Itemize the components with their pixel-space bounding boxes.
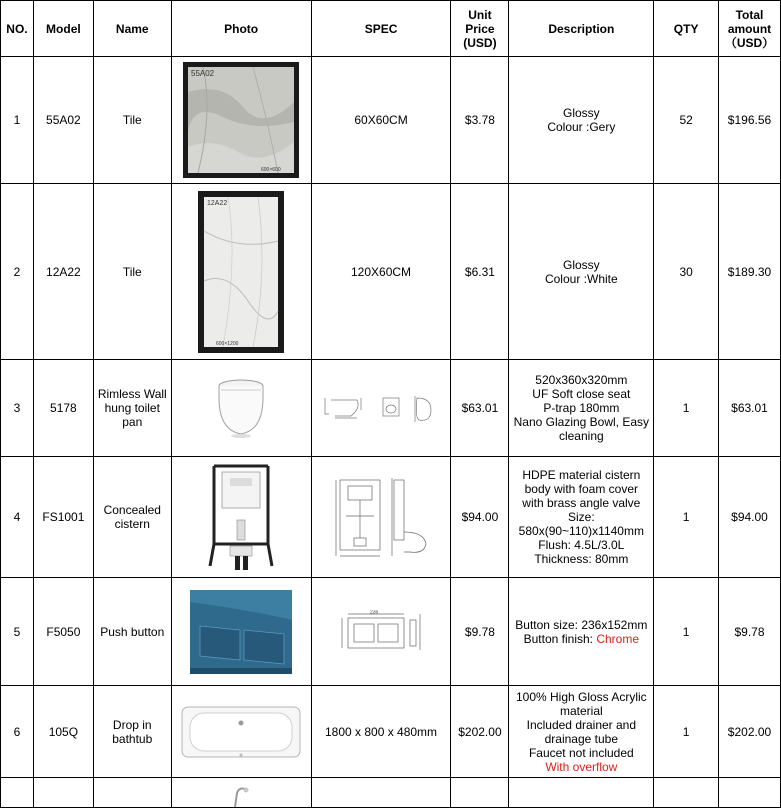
tile-photo-label: 55A02	[191, 69, 215, 78]
row-name	[93, 778, 171, 808]
bathtub-photo	[180, 701, 302, 763]
desc-line: P-trap 180mm	[543, 401, 620, 415]
row-spec	[311, 778, 451, 808]
name-line: bathtub	[112, 731, 153, 746]
table-row	[1, 360, 781, 457]
row-description	[509, 457, 654, 578]
row-photo	[171, 457, 311, 578]
row-total: $196.56	[718, 57, 780, 184]
row-photo	[171, 57, 311, 184]
desc-line	[511, 632, 651, 646]
row-total: $189.30	[718, 184, 780, 360]
push-button-spec-drawing	[336, 610, 426, 654]
table-row	[1, 686, 781, 778]
row-unit-price: $94.00	[451, 457, 509, 578]
row-no: 2	[1, 184, 34, 360]
header-model: Model	[33, 1, 93, 57]
row-name	[93, 686, 171, 778]
row-description	[509, 57, 654, 184]
header-row	[1, 1, 781, 57]
tile-photo-label: 12A22	[207, 199, 228, 207]
desc-line: with brass angle valve	[522, 496, 641, 510]
row-model: 12A22	[33, 184, 93, 360]
header-unit-price-line2: (USD)	[463, 35, 497, 50]
row-photo	[171, 360, 311, 457]
desc-line: cleaning	[558, 429, 604, 443]
row-no: 5	[1, 578, 34, 686]
tile-photo-caption: 600×600	[261, 167, 281, 173]
desc-line: Size:	[567, 510, 595, 524]
row-name: Tile	[93, 184, 171, 360]
header-total-line1: Total	[735, 7, 764, 22]
row-unit-price: $3.78	[451, 57, 509, 184]
row-model	[33, 778, 93, 808]
header-name: Name	[93, 1, 171, 57]
name-line: Concealed	[103, 503, 161, 517]
desc-finish-prefix: Button finish:	[523, 631, 597, 646]
toilet-photo	[196, 368, 286, 448]
desc-finish-value: Chrome	[596, 631, 640, 646]
row-no	[1, 778, 34, 808]
desc-line: drainage tube	[544, 731, 619, 746]
desc-line: 580x(90~110)x1140mm	[518, 524, 644, 538]
row-description	[509, 578, 654, 686]
row-qty: 30	[654, 184, 719, 360]
desc-line: UF Soft close seat	[532, 387, 631, 401]
desc-line: Glossy	[562, 106, 600, 120]
toilet-spec-drawing	[321, 388, 441, 428]
row-no: 3	[1, 360, 34, 457]
faucet-photo-partial	[231, 785, 251, 807]
row-total: $63.01	[718, 360, 780, 457]
row-model: FS1001	[33, 457, 93, 578]
table-row	[1, 184, 781, 360]
row-unit-price: $63.01	[451, 360, 509, 457]
cistern-spec-drawing	[326, 472, 436, 562]
row-name: Push button	[93, 578, 171, 686]
row-total: $9.78	[718, 578, 780, 686]
row-no: 6	[1, 686, 34, 778]
desc-line: HDPE material cistern	[522, 468, 641, 482]
row-total	[718, 778, 780, 808]
row-qty: 1	[654, 578, 719, 686]
header-description: Description	[509, 1, 654, 57]
row-photo	[171, 184, 311, 360]
row-spec: 1800 x 800 x 480mm	[311, 686, 451, 778]
row-name	[93, 457, 171, 578]
row-description	[509, 778, 654, 808]
desc-line: Colour :White	[544, 271, 618, 286]
row-description	[509, 686, 654, 778]
row-description	[509, 360, 654, 457]
header-no: NO.	[1, 1, 34, 57]
row-spec	[311, 457, 451, 578]
row-model: 105Q	[33, 686, 93, 778]
row-qty: 52	[654, 57, 719, 184]
row-unit-price: $9.78	[451, 578, 509, 686]
desc-line: Colour :Gery	[547, 120, 616, 134]
desc-line: Button size: 236x152mm	[515, 617, 648, 632]
tile-12a22-photo	[198, 191, 284, 353]
row-unit-price: $202.00	[451, 686, 509, 778]
desc-line: 520x360x320mm	[535, 373, 628, 387]
cistern-photo	[206, 462, 276, 572]
spec-dimension-label: 236	[370, 609, 379, 615]
header-total-line2: amount	[727, 21, 772, 36]
push-button-photo	[190, 590, 292, 674]
header-qty: QTY	[654, 1, 719, 57]
table-row	[1, 578, 781, 686]
row-qty	[654, 778, 719, 808]
row-photo	[171, 578, 311, 686]
row-spec	[311, 360, 451, 457]
header-unit-price-line1: Unit Price	[465, 7, 495, 36]
desc-line: Nano Glazing Bowl, Easy	[513, 415, 650, 429]
desc-line: Flush: 4.5L/3.0L	[538, 538, 625, 552]
table-row	[1, 57, 781, 184]
header-total-line3: （USD）	[724, 35, 775, 50]
row-qty: 1	[654, 457, 719, 578]
row-photo	[171, 686, 311, 778]
desc-line-overflow: With overflow	[545, 759, 618, 774]
header-unit-price	[451, 1, 509, 57]
row-unit-price: $6.31	[451, 184, 509, 360]
name-line: hung toilet	[104, 401, 160, 415]
row-spec	[311, 578, 451, 686]
table-row-partial	[1, 778, 781, 808]
header-photo: Photo	[171, 1, 311, 57]
desc-line: Faucet not included	[528, 745, 634, 760]
header-total	[718, 1, 780, 57]
row-unit-price	[451, 778, 509, 808]
row-model: 55A02	[33, 57, 93, 184]
row-spec: 120X60CM	[311, 184, 451, 360]
tile-55a02-photo	[183, 62, 299, 178]
name-line: Drop in	[112, 717, 152, 732]
row-name	[93, 360, 171, 457]
table-row	[1, 457, 781, 578]
tile-photo-caption: 600×1200	[216, 340, 239, 347]
desc-line: Glossy	[562, 257, 600, 272]
row-model: F5050	[33, 578, 93, 686]
row-name: Tile	[93, 57, 171, 184]
row-no: 4	[1, 457, 34, 578]
row-spec: 60X60CM	[311, 57, 451, 184]
header-spec: SPEC	[311, 1, 451, 57]
row-no: 1	[1, 57, 34, 184]
row-qty: 1	[654, 686, 719, 778]
desc-line: Included drainer and	[526, 717, 637, 732]
row-model: 5178	[33, 360, 93, 457]
name-line: pan	[122, 415, 143, 429]
row-total: $202.00	[718, 686, 780, 778]
row-description	[509, 184, 654, 360]
desc-line: Thickness: 80mm	[534, 552, 629, 566]
desc-line: material	[559, 703, 603, 718]
row-qty: 1	[654, 360, 719, 457]
name-line: cistern	[114, 517, 150, 531]
name-line: Rimless Wall	[97, 387, 167, 401]
desc-line: body with foam cover	[524, 482, 639, 496]
row-photo	[171, 778, 311, 808]
row-total: $94.00	[718, 457, 780, 578]
desc-line: 100% High Gloss Acrylic	[515, 689, 647, 704]
